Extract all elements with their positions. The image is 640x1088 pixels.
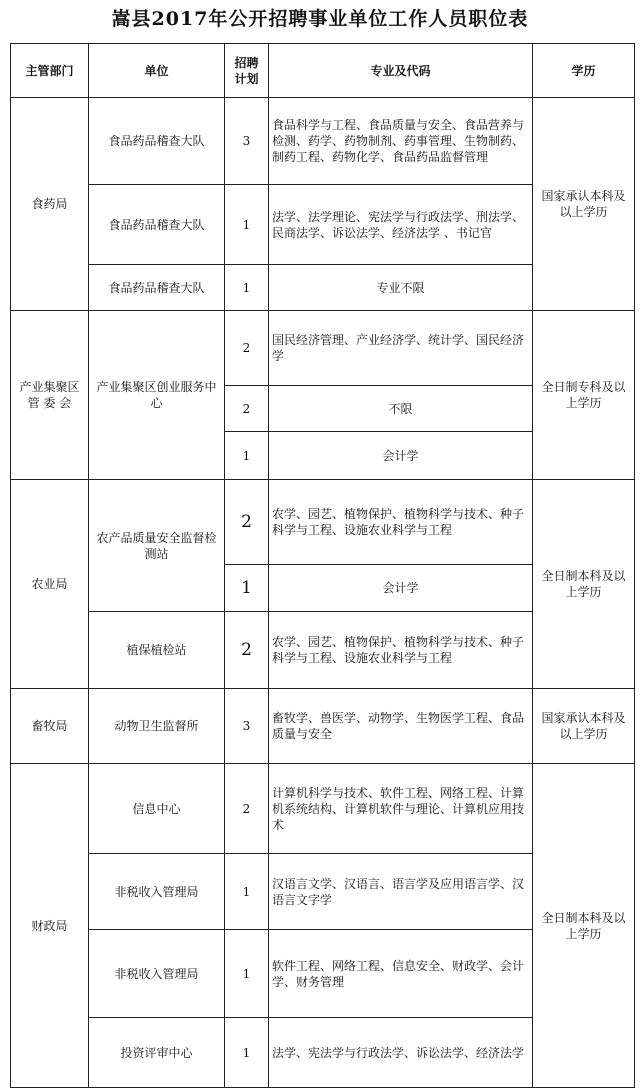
edu-cell: 全日制本科及以上学历 — [533, 764, 635, 1088]
dept-cell: 财政局 — [11, 764, 89, 1088]
unit-cell: 信息中心 — [89, 764, 225, 854]
plan-cell: 1 — [225, 265, 269, 311]
header-dept: 主管部门 — [11, 44, 89, 98]
plan-cell: 2 — [225, 764, 269, 854]
major-cell: 国民经济管理、产业经济学、统计学、国民经济学 — [269, 311, 533, 386]
major-cell: 计算机科学与技术、软件工程、网络工程、计算机系统结构、计算机软件与理论、计算机应用技术 — [269, 764, 533, 854]
page-title: 嵩县2017年公开招聘事业单位工作人员职位表 — [111, 8, 529, 30]
unit-cell: 非税收入管理局 — [89, 854, 225, 930]
header-unit: 单位 — [89, 44, 225, 98]
table-row — [11, 311, 635, 386]
header-row — [11, 44, 635, 98]
unit-cell: 动物卫生监督所 — [89, 689, 225, 764]
plan-cell: 1 — [225, 854, 269, 930]
plan-cell: 1 — [225, 930, 269, 1018]
plan-cell: 2 — [225, 311, 269, 386]
major-cell: 食品科学与工程、食品质量与安全、食品营养与检测、药学、药物制剂、药事管理、生物制药、制药工程、药物化学、食品药品监督管理 — [269, 98, 533, 185]
plan-cell: 1 — [225, 432, 269, 480]
unit-cell: 植保植检站 — [89, 612, 225, 689]
table-row — [11, 689, 635, 764]
unit-cell: 非税收入管理局 — [89, 930, 225, 1018]
major-cell: 软件工程、网络工程、信息安全、财政学、会计学、财务管理 — [269, 930, 533, 1018]
major-cell: 会计学 — [269, 432, 533, 480]
table-row — [11, 98, 635, 185]
unit-cell: 食品药品稽查大队 — [89, 98, 225, 185]
unit-cell: 食品药品稽查大队 — [89, 265, 225, 311]
unit-cell: 投资评审中心 — [89, 1018, 225, 1088]
major-cell: 法学、宪法学与行政法学、诉讼法学、经济法学 — [269, 1018, 533, 1088]
header-edu: 学历 — [533, 44, 635, 98]
major-cell: 专业不限 — [269, 265, 533, 311]
dept-cell: 产业集聚区管 委 会 — [11, 311, 89, 480]
dept-cell: 畜牧局 — [11, 689, 89, 764]
unit-cell: 农产品质量安全监督检测站 — [89, 480, 225, 612]
plan-cell: 2 — [225, 386, 269, 432]
edu-cell: 全日制专科及以上学历 — [533, 311, 635, 480]
plan-cell: 1 — [225, 185, 269, 265]
positions-table — [10, 43, 635, 1088]
unit-cell: 食品药品稽查大队 — [89, 185, 225, 265]
table-row — [11, 764, 635, 854]
header-plan: 招聘计划 — [225, 44, 269, 98]
major-cell: 农学、园艺、植物保护、植物科学与技术、种子科学与工程、设施农业科学与工程 — [269, 612, 533, 689]
plan-cell: 1 — [225, 565, 269, 612]
major-cell: 汉语言文学、汉语言、语言学及应用语言学、汉语言文字学 — [269, 854, 533, 930]
major-cell: 农学、园艺、植物保护、植物科学与技术、种子科学与工程、设施农业科学与工程 — [269, 480, 533, 565]
plan-cell: 3 — [225, 689, 269, 764]
major-cell: 会计学 — [269, 565, 533, 612]
header-major: 专业及代码 — [269, 44, 533, 98]
major-cell: 不限 — [269, 386, 533, 432]
edu-cell: 全日制本科及以上学历 — [533, 480, 635, 689]
table-row — [11, 480, 635, 565]
major-cell: 畜牧学、兽医学、动物学、生物医学工程、食品质量与安全 — [269, 689, 533, 764]
major-cell: 法学、法学理论、宪法学与行政法学、刑法学、民商法学、诉讼法学、经济法学 、书记官 — [269, 185, 533, 265]
plan-cell: 2 — [225, 612, 269, 689]
unit-cell: 产业集聚区创业服务中心 — [89, 311, 225, 480]
edu-cell: 国家承认本科及以上学历 — [533, 98, 635, 311]
plan-cell: 3 — [225, 98, 269, 185]
plan-cell: 2 — [225, 480, 269, 565]
dept-cell: 农业局 — [11, 480, 89, 689]
dept-cell: 食药局 — [11, 98, 89, 311]
plan-cell: 1 — [225, 1018, 269, 1088]
edu-cell: 国家承认本科及以上学历 — [533, 689, 635, 764]
